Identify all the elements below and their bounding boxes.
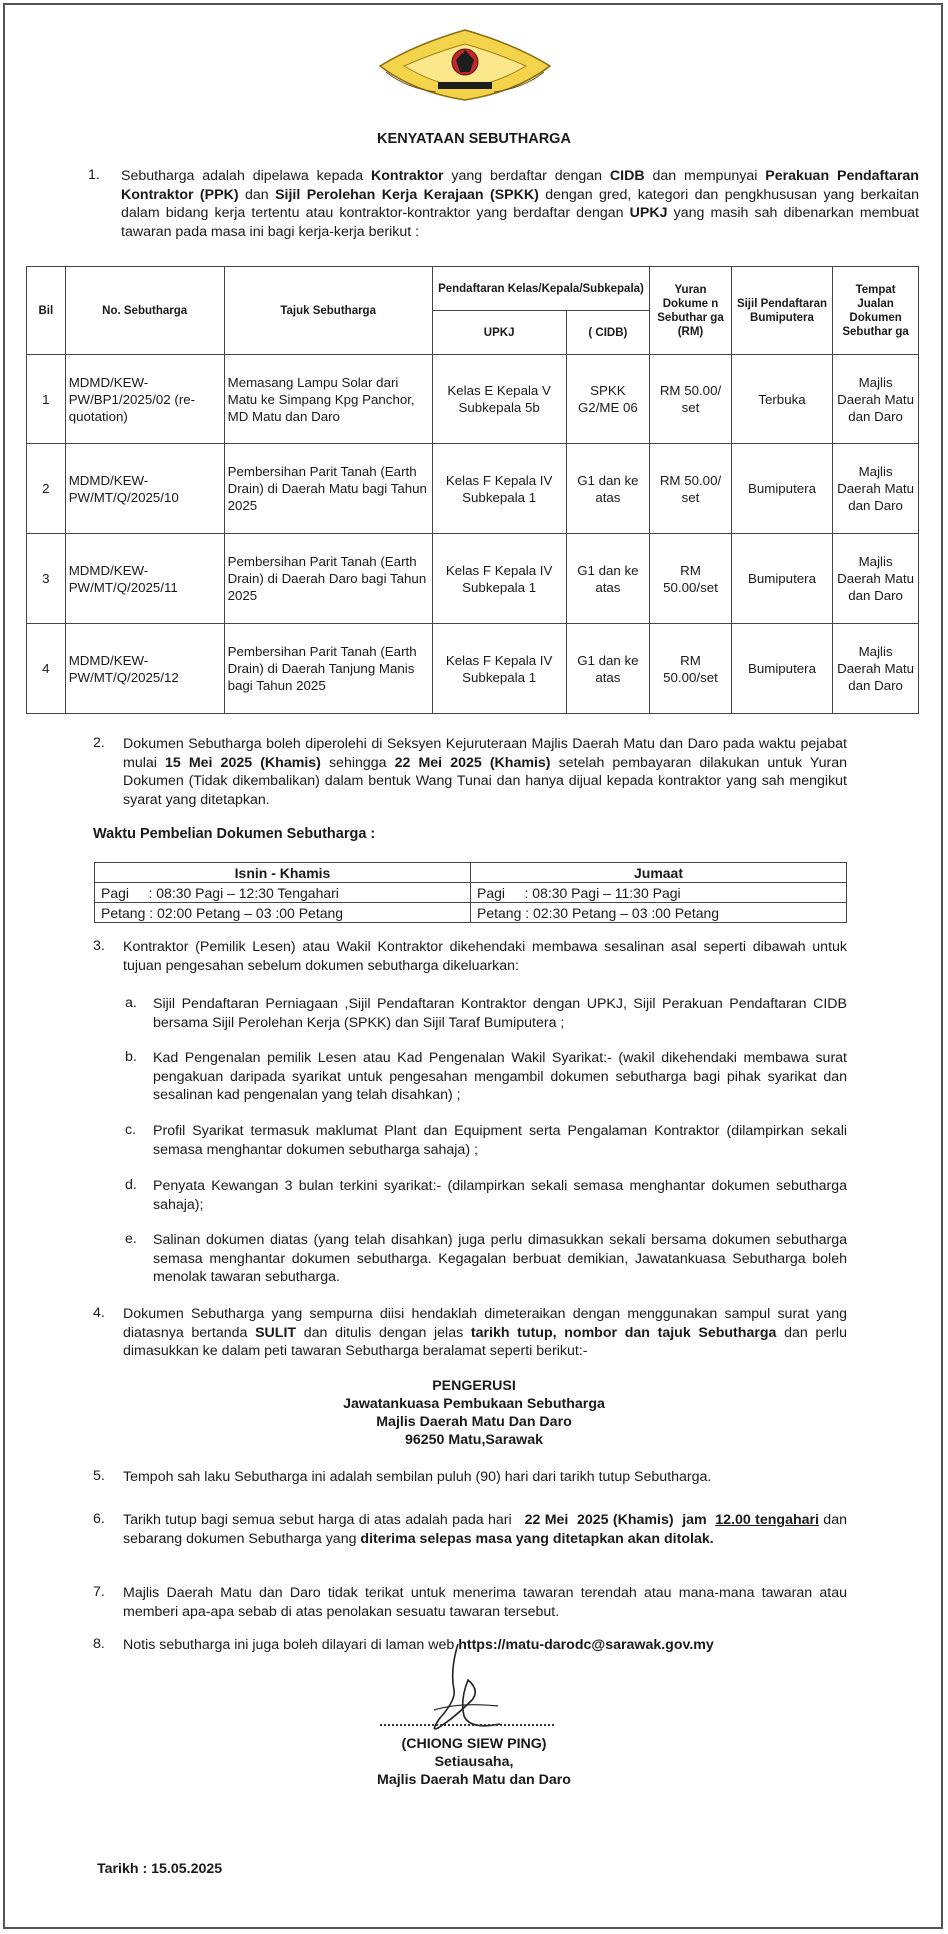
header-tempat: Tempat Jualan Dokumen Sebuthar ga (833, 267, 919, 355)
para-8-number: 8. (93, 1636, 105, 1652)
para-2-text: Dokumen Sebutharga boleh diperolehi di Seksyen Kejuruteraan Majlis Daerah Matu dan Daro pada waktu pejabat mulai (123, 736, 847, 771)
para-4-bold: tarikh tutup, nombor dan tajuk Sebutharga (470, 1324, 777, 1341)
para-2-text: setelah pembayaran dilakukan untuk Yuran Dokumen (Tidak dikembalikan) dalam bentuk Wang Tunai dan hanya dijual kepada kontraktor yang sah mengikut syarat yang ditetapkan. (123, 754, 847, 808)
table-row (95, 883, 847, 903)
para-1-bold: Sijil Perolehan Kerja Kerajaan (SPKK) (275, 186, 539, 203)
header-isnin-khamis: Isnin - Khamis (95, 863, 471, 883)
para-1-bold: UPKJ (629, 205, 668, 221)
cell-upkj: Kelas E Kepala V Subkepala 5b (432, 355, 566, 444)
cell-cidb: G1 dan ke atas (566, 444, 650, 534)
para-4 (123, 1305, 847, 1361)
para-1-bold: CIDB (609, 168, 645, 184)
signatory-name: (CHIONG SIEW PING) (401, 1736, 547, 1752)
cell-sijil: Bumiputera (731, 444, 832, 534)
notice-title: KENYATAAN SEBUTHARGA (377, 131, 571, 147)
para-7: Majlis Daerah Matu dan Daro tidak terikat untuk menerima tawaran terendah atau mana-mana tawaran atau memberi apa-apa sebab di atas penolakan sesuatu tawaran tersebut. (123, 1585, 847, 1620)
waktu-title: Waktu Pembelian Dokumen Sebutharga : (93, 826, 376, 842)
para-6-bold: 22 Mei 2025 (Khamis) jam (524, 1512, 716, 1528)
table-row (27, 444, 919, 534)
header-yuran: Yuran Dokume n Sebuthar ga (RM) (650, 267, 732, 355)
para-1-bold: Perakuan Pendaftaran Kontraktor (PPK) (121, 168, 919, 203)
address-line-1: PENGERUSI (432, 1378, 516, 1394)
para-1-bold: Kontraktor (371, 168, 444, 184)
para-1-text: dan mempunyai (644, 168, 766, 184)
para-4-number: 4. (93, 1305, 105, 1321)
item-e: Salinan dokumen diatas (yang telah disahkan) juga perlu dimasukkan sekali bersama dokumen sebutharga semasa menghantar dokumen sebutharga. Kegagalan berbuat demikian, Jawatankuasa Sebutharga boleh menolak tawaran sebutharga. (153, 1232, 847, 1285)
header-sijil: Sijil Pendaftaran Bumiputera (731, 267, 832, 355)
para-1 (121, 167, 919, 241)
para-2-number: 2. (93, 735, 105, 751)
cell-petang-friday: Petang : 02:30 Petang – 03 :00 Petang (471, 903, 847, 923)
cell-tajuk: Memasang Lampu Solar dari Matu ke Simpang Kpg Panchor, MD Matu dan Daro (224, 355, 432, 444)
item-c-label: c. (125, 1122, 137, 1138)
signatory-role: Setiausaha, (434, 1754, 514, 1770)
para-2-bold: 22 Mei 2025 (Khamis) (394, 754, 551, 771)
purchase-hours-table (94, 862, 847, 923)
item-c: Profil Syarikat termasuk maklumat Plant dan Equipment serta Pengalaman Kontraktor (dilampirkan sekali semasa menghantar dokumen sebutharga sahaja) ; (153, 1123, 847, 1158)
cell-yuran: RM 50.00/set (650, 624, 732, 714)
council-crest-logo (376, 26, 554, 104)
cell-no: MDMD/KEW-PW/MT/Q/2025/10 (65, 444, 224, 534)
cell-tempat: Majlis Daerah Matu dan Daro (833, 534, 919, 624)
item-e-label: e. (125, 1231, 137, 1247)
para-6-number: 6. (93, 1511, 105, 1527)
header-upkj: UPKJ (432, 311, 566, 355)
para-1-text: yang berdaftar dengan (443, 168, 610, 184)
address-line-2: Jawatankuasa Pembukaan Sebutharga (343, 1396, 605, 1412)
header-no-sebutharga: No. Sebutharga (65, 267, 224, 355)
para-1-number: 1. (88, 167, 100, 183)
para-1-text: yang masih sah dibenarkan membuat tawaran pada masa ini bagi kerja-kerja berikut : (121, 205, 919, 240)
cell-tajuk: Pembersihan Parit Tanah (Earth Drain) di Daerah Tanjung Manis bagi Tahun 2025 (224, 624, 432, 714)
para-5: Tempoh sah laku Sebutharga ini adalah sembilan puluh (90) hari dari tarikh tutup Sebutharga. (123, 1469, 712, 1485)
signatory-org: Majlis Daerah Matu dan Daro (377, 1772, 571, 1788)
para-4-text: dan ditulis dengan jelas (296, 1324, 471, 1341)
website-link[interactable]: https://matu-darodc@sarawak.gov.my (458, 1637, 714, 1653)
cell-yuran: RM 50.00/set (650, 534, 732, 624)
para-8-text: Notis sebutharga ini juga boleh dilayari di laman web (123, 1637, 459, 1653)
header-bil: Bil (27, 267, 66, 355)
header-cidb: ( CIDB) (566, 311, 650, 355)
para-6-text: Tarikh tutup bagi semua sebut harga di atas adalah pada hari (123, 1512, 525, 1528)
para-7-number: 7. (93, 1584, 105, 1600)
table-row (27, 355, 919, 444)
table-row (95, 903, 847, 923)
cell-tajuk: Pembersihan Parit Tanah (Earth Drain) di Daerah Matu bagi Tahun 2025 (224, 444, 432, 534)
para-4-text: Dokumen Sebutharga yang sempurna diisi hendaklah dimeteraikan dengan menggunakan sampul surat yang diatasnya bertanda (123, 1306, 847, 1341)
para-3: Kontraktor (Pemilik Lesen) atau Wakil Kontraktor dikehendaki membawa sesalinan asal seperti dibawah untuk tujuan pengesahan sebelum dokumen sebutharga dikeluarkan: (123, 939, 847, 974)
item-a-label: a. (125, 995, 137, 1011)
cell-yuran: RM 50.00/ set (650, 444, 732, 534)
item-b-label: b. (125, 1049, 137, 1065)
cell-upkj: Kelas F Kepala IV Subkepala 1 (432, 444, 566, 534)
table-row (27, 624, 919, 714)
table-row (27, 534, 919, 624)
cell-bil: 2 (27, 444, 66, 534)
address-line-4: 96250 Matu,Sarawak (404, 1432, 544, 1448)
para-1-text: Sebutharga adalah dipelawa kepada (121, 168, 371, 184)
cell-upkj: Kelas F Kepala IV Subkepala 1 (432, 624, 566, 714)
quotation-table (26, 266, 919, 714)
cell-bil: 3 (27, 534, 66, 624)
para-2-text: sehingga (320, 754, 395, 771)
cell-sijil: Bumiputera (731, 624, 832, 714)
cell-petang-weekday: Petang : 02:00 Petang – 03 :00 Petang (95, 903, 471, 923)
cell-cidb: G1 dan ke atas (566, 534, 650, 624)
para-6-underline: 12.00 tengahari (715, 1512, 819, 1528)
cell-cidb: G1 dan ke atas (566, 624, 650, 714)
cell-tempat: Majlis Daerah Matu dan Daro (833, 444, 919, 534)
para-1-text: dengan gred, kategori dan pengkhususan yang berkaitan dalam bidang kerja tertentu atau kontraktor-kontraktor yang berdaftar dengan (121, 186, 919, 221)
cell-cidb: SPKK G2/ME 06 (566, 355, 650, 444)
cell-sijil: Terbuka (731, 355, 832, 444)
cell-bil: 1 (27, 355, 66, 444)
para-2-bold: 15 Mei 2025 (Khamis) (164, 754, 321, 771)
notice-date: Tarikh : 15.05.2025 (97, 1861, 223, 1877)
para-5-number: 5. (93, 1468, 105, 1484)
signature-line (380, 1724, 554, 1726)
para-3-number: 3. (93, 938, 105, 954)
item-b: Kad Pengenalan pemilik Lesen atau Kad Pengenalan Wakil Syarikat:- (wakil dikehendaki membawa surat pengakuan daripada syarikat untuk pengesahan mengambil dokumen sebutharga bagi pihak syarikat dan sesalinan kad pengenalan yang telah disahkan) ; (153, 1050, 847, 1103)
cell-no: MDMD/KEW-PW/BP1/2025/02 (re-quotation) (65, 355, 224, 444)
para-6-bold: diterima selepas masa yang ditetapkan akan ditolak. (360, 1530, 714, 1547)
cell-no: MDMD/KEW-PW/MT/Q/2025/12 (65, 624, 224, 714)
cell-upkj: Kelas F Kepala IV Subkepala 1 (432, 534, 566, 624)
header-tajuk: Tajuk Sebutharga (224, 267, 432, 355)
cell-pagi-friday: Pagi : 08:30 Pagi – 11:30 Pagi (471, 883, 847, 903)
item-d-label: d. (125, 1177, 137, 1193)
header-jumaat: Jumaat (471, 863, 847, 883)
para-2 (123, 735, 847, 809)
cell-yuran: RM 50.00/ set (650, 355, 732, 444)
header-pendaftaran: Pendaftaran Kelas/Kepala/Subkepala) (432, 267, 650, 311)
cell-pagi-weekday: Pagi : 08:30 Pagi – 12:30 Tengahari (95, 883, 471, 903)
para-6-text: dan sebarang dokumen Sebutharga yang (123, 1512, 847, 1547)
item-d: Penyata Kewangan 3 bulan terkini syarikat:- (dilampirkan sekali semasa menghantar dokumen sebutharga sahaja); (153, 1178, 847, 1213)
para-4-bold: SULIT (255, 1324, 297, 1341)
cell-tempat: Majlis Daerah Matu dan Daro (833, 624, 919, 714)
item-a: Sijil Pendaftaran Perniagaan ,Sijil Pendaftaran Kontraktor dengan UPKJ, Sijil Perakuan Pendaftaran CIDB bersama Sijil Perolehan Kerja (SPKK) dan Sijil Taraf Bumiputera ; (153, 996, 847, 1031)
cell-sijil: Bumiputera (731, 534, 832, 624)
cell-tajuk: Pembersihan Parit Tanah (Earth Drain) di Daerah Daro bagi Tahun 2025 (224, 534, 432, 624)
cell-no: MDMD/KEW-PW/MT/Q/2025/11 (65, 534, 224, 624)
cell-tempat: Majlis Daerah Matu dan Daro (833, 355, 919, 444)
cell-bil: 4 (27, 624, 66, 714)
para-6 (123, 1511, 847, 1548)
para-4-text: dan perlu dimasukkan ke dalam peti tawaran Sebutharga beralamat seperti berikut:- (123, 1324, 847, 1359)
para-1-text: dan (238, 186, 276, 203)
address-line-3: Majlis Daerah Matu Dan Daro (376, 1414, 572, 1430)
